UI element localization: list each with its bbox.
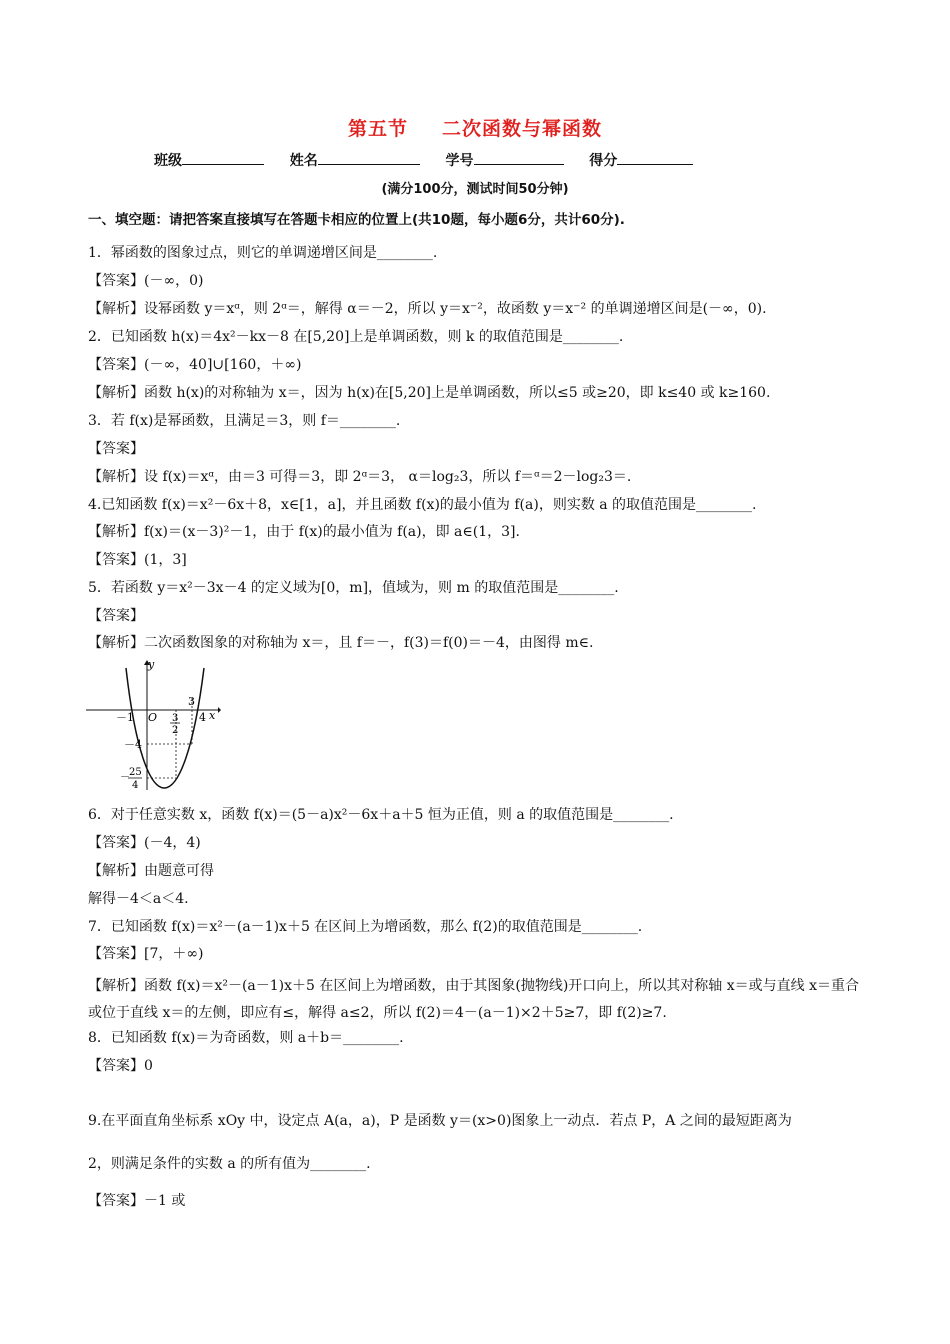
id-blank[interactable] — [474, 150, 564, 165]
origin-label: O — [148, 711, 158, 724]
class-blank[interactable] — [182, 150, 264, 165]
question-4: 4.已知函数 f(x)＝x²－6x＋8，x∈[1，a]，并且函数 f(x)的最小值为 f(a)，则实数 a 的取值范围是________. — [88, 497, 757, 513]
explanation-7: 【解析】函数 f(x)＝x²－(a－1)x＋5 在区间上为增函数，由于其图象(抛物线)开口向上，所以其对称轴 x＝或与直线 x＝重合或位于直线 x＝的左侧，即应有≤，解得 a≤2，所以 f(2)＝4－(a－1)×2＋5≥7，即 f(2)≥7. — [88, 978, 860, 1021]
question-5: 5．若函数 y＝x²－3x－4 的定义域为[0，m]，值域为，则 m 的取值范围是________. — [88, 580, 619, 596]
explanation-3: 【解析】设 f(x)＝xᵅ，由＝3 可得＝3，即 2ᵅ＝3， α＝log₂3，所以 f＝ᵅ＝2－log₂3＝. — [88, 469, 632, 485]
question-1: 1．幂函数的图象过点，则它的单调递增区间是________. — [88, 245, 438, 261]
frac-25-4-num: 25 — [129, 767, 142, 778]
frac-25-4-den: 4 — [132, 780, 139, 791]
parabola-graph — [86, 658, 221, 793]
y-label: y — [148, 658, 155, 671]
id-label: 学号 — [445, 153, 474, 169]
tick-neg4: －4 — [124, 738, 142, 751]
explanation-5: 【解析】二次函数图象的对称轴为 x＝，且 f＝－，f(3)＝f(0)＝－4，由图得 m∈. — [88, 635, 594, 651]
title-topic: 二次函数与幂函数 — [442, 118, 603, 140]
result-6: 解得－4＜a＜4. — [88, 891, 189, 907]
answer-4: 【答案】(1，3] — [88, 552, 187, 568]
page-title — [0, 114, 950, 141]
answer-3: 【答案】 — [88, 441, 144, 457]
question-6: 6．对于任意实数 x，函数 f(x)＝(5－a)x²－6x＋a＋5 恒为正值，则 a 的取值范围是________. — [88, 807, 674, 823]
frac-25-4-sign: － — [120, 772, 130, 783]
question-7: 7．已知函数 f(x)＝x²－(a－1)x＋5 在区间上为增函数，那么 f(2)的取值范围是________. — [88, 919, 643, 935]
name-label: 姓名 — [289, 153, 318, 169]
title-section: 第五节 — [347, 118, 408, 140]
explanation-2: 【解析】函数 h(x)的对称轴为 x＝，因为 h(x)在[5,20]上是单调函数，所以≤5 或≥20，即 k≤40 或 k≥160. — [88, 385, 771, 401]
x-axis-arrow — [218, 707, 221, 713]
tick-4: 4 — [199, 711, 206, 724]
frac-3-2-num: 3 — [172, 713, 179, 724]
student-info-fields — [154, 150, 693, 170]
section-heading: 一、填空题：请把答案直接填写在答题卡相应的位置上(共10题，每小题6分，共计60分). — [88, 212, 625, 228]
explanation-4: 【解析】f(x)＝(x－3)²－1，由于 f(x)的最小值为 f(a)，即 a∈(1，3]. — [88, 524, 520, 540]
tick-neg1: －1 — [116, 711, 134, 724]
x-label: x — [209, 709, 216, 722]
answer-8: 【答案】0 — [88, 1058, 153, 1074]
question-9-line-1: 9.在平面直角坐标系 xOy 中，设定点 A(a，a)，P 是函数 y＝(x>0)图象上一动点．若点 P，A 之间的最短距离为 — [88, 1113, 792, 1129]
answer-7: 【答案】[7，＋∞) — [88, 946, 204, 962]
answer-5: 【答案】 — [88, 608, 144, 624]
score-blank[interactable] — [617, 150, 693, 165]
question-3: 3．若 f(x)是幂函数，且满足＝3，则 f＝________. — [88, 413, 401, 429]
frac-3-2-den: 2 — [172, 725, 179, 736]
answer-2: 【答案】(－∞，40]∪[160，＋∞) — [88, 357, 302, 373]
answer-6: 【答案】(－4，4) — [88, 835, 201, 851]
name-blank[interactable] — [318, 150, 420, 165]
answer-1: 【答案】(－∞，0) — [88, 273, 204, 289]
score-label: 得分 — [589, 153, 618, 169]
class-label: 班级 — [154, 153, 182, 169]
exam-note: (满分100分，测试时间50分钟) — [381, 182, 569, 197]
explanation-1: 【解析】设幂函数 y＝xᵅ，则 2ᵅ＝，解得 α＝－2，所以 y＝x⁻²，故函数 y＝x⁻² 的单调递增区间是(－∞，0). — [88, 301, 767, 317]
question-9-line-2: 2，则满足条件的实数 a 的所有值为________. — [88, 1156, 371, 1172]
question-8: 8．已知函数 f(x)＝为奇函数，则 a＋b＝________. — [88, 1030, 404, 1046]
question-2: 2．已知函数 h(x)＝4x²－kx－8 在[5,20]上是单调函数，则 k 的取值范围是________. — [88, 329, 624, 345]
explanation-6: 【解析】由题意可得 — [88, 863, 214, 879]
answer-9: 【答案】－1 或 — [88, 1193, 186, 1209]
tick-3: 3 — [188, 695, 195, 708]
